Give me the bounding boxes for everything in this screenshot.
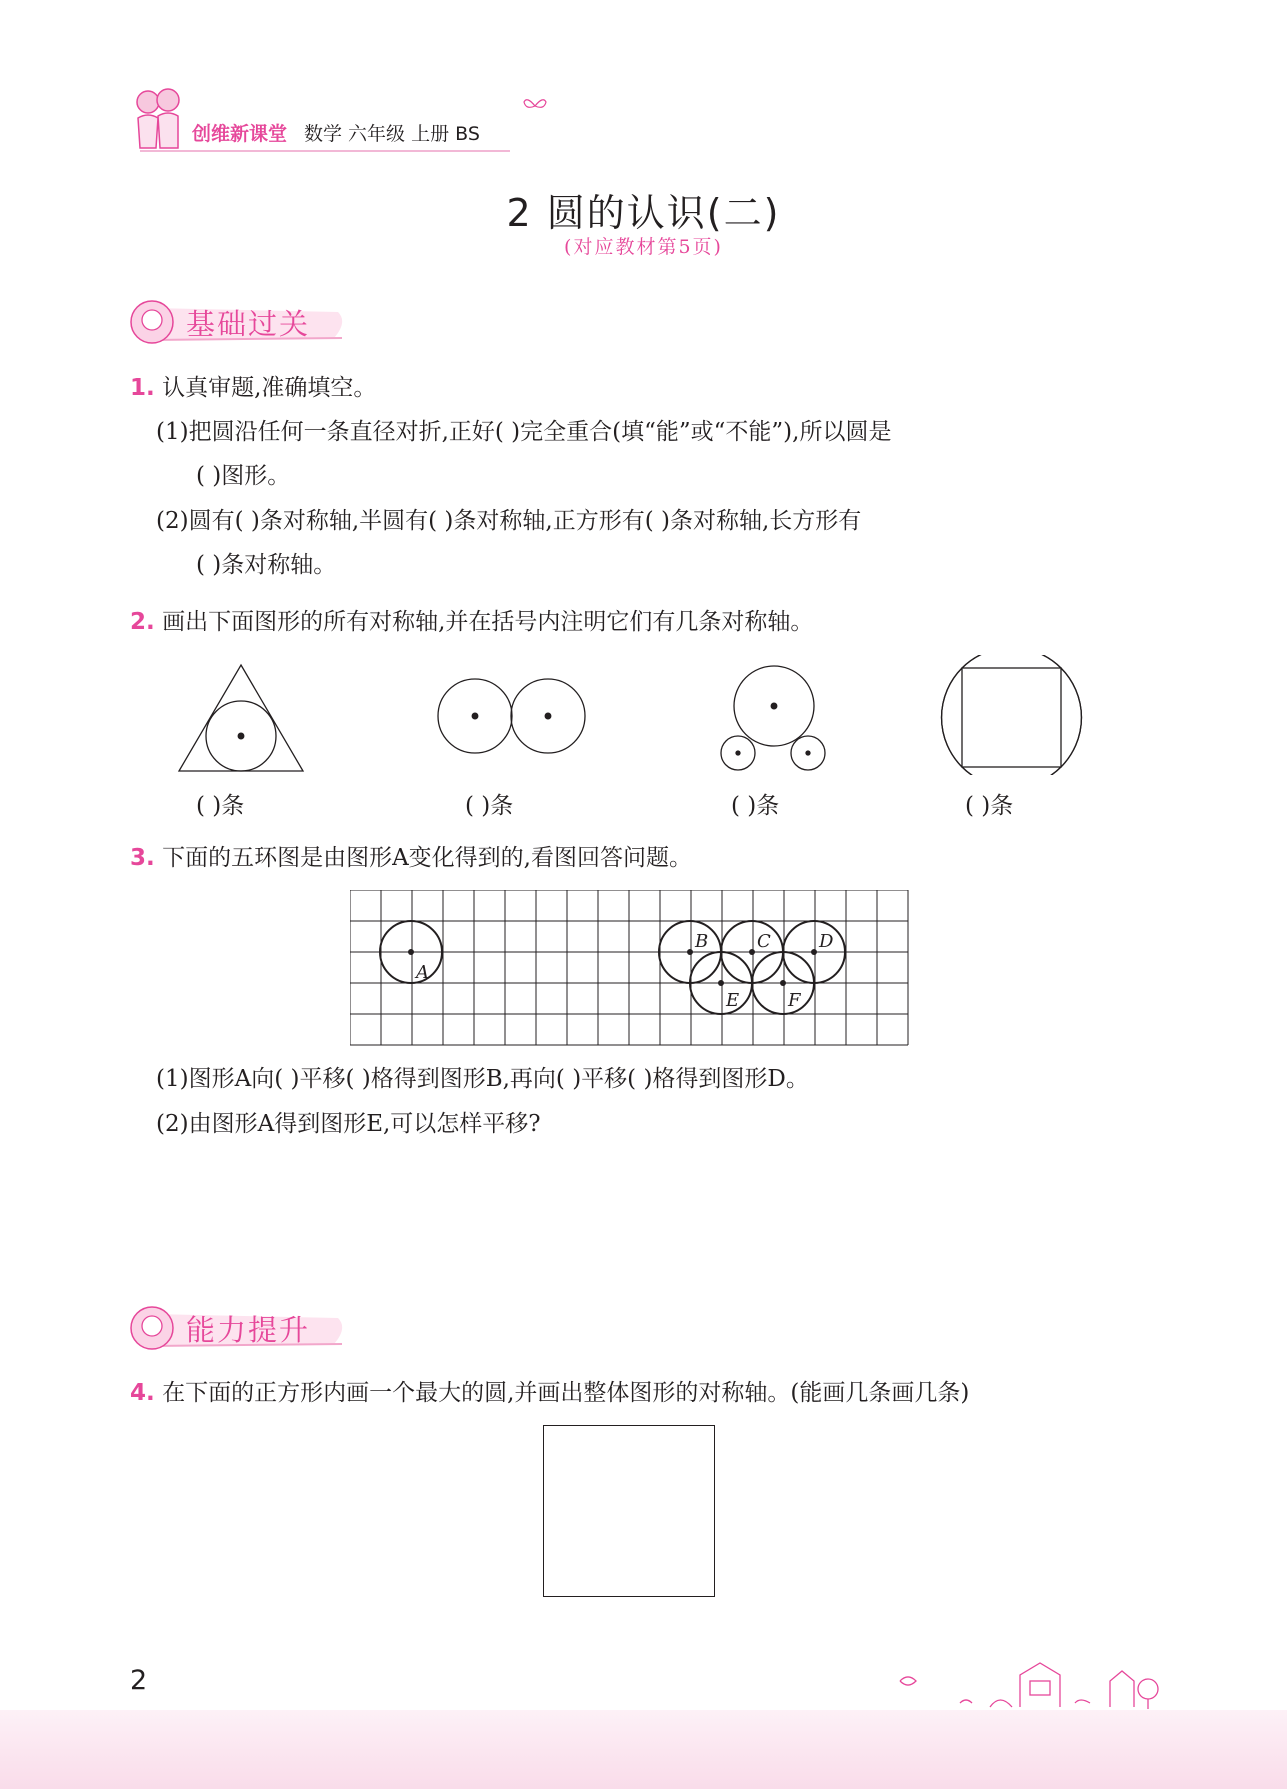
question-2	[130, 607, 813, 637]
question-number: 3.	[130, 845, 155, 871]
book-subject: 数学 六年级 上册 BS	[304, 123, 480, 145]
symmetry-figures	[150, 655, 1130, 775]
q1-part2-line2: ( )条对称轴。	[196, 552, 337, 578]
question-text: 画出下面图形的所有对称轴,并在括号内注明它们有几条对称轴。	[162, 609, 814, 635]
answer-blank-2: ( )条	[465, 793, 514, 819]
q1-part1-line1: (1)把圆沿任何一条直径对折,正好( )完全重合(填“能”或“不能”),所以圆是	[156, 419, 892, 445]
section-header-basic	[128, 298, 348, 346]
section-title-basic: 基础过关	[186, 307, 311, 341]
label-F: F	[788, 990, 801, 1011]
label-A: A	[416, 962, 429, 983]
answer-blank-4: ( )条	[965, 793, 1014, 819]
question-3	[130, 843, 692, 873]
page-subtitle: (对应教材第5页)	[564, 236, 723, 258]
answer-blank-1: ( )条	[196, 793, 245, 819]
q3-part2: (2)由图形A得到图形E,可以怎样平移?	[156, 1111, 541, 1137]
label-E: E	[726, 990, 740, 1011]
label-D: D	[819, 931, 834, 952]
q1-part1-line2: ( )图形。	[196, 463, 291, 489]
question-number: 4.	[130, 1380, 155, 1406]
question-4	[130, 1378, 969, 1408]
q1-part2-line1: (2)圆有( )条对称轴,半圆有( )条对称轴,正方形有( )条对称轴,长方形有	[156, 508, 862, 534]
five-ring-grid	[350, 890, 910, 1050]
kids-logo-icon	[128, 84, 188, 156]
question-text: 认真审题,准确填空。	[162, 375, 377, 401]
header-divider	[140, 150, 510, 152]
figure-square-petals	[942, 655, 1082, 775]
drawing-square[interactable]	[543, 1425, 715, 1597]
question-1	[130, 373, 376, 403]
question-number: 1.	[130, 375, 155, 401]
section-title-advanced: 能力提升	[186, 1313, 311, 1347]
question-number: 2.	[130, 609, 155, 635]
page-title: 2 圆的认识(二)	[506, 191, 781, 235]
butterfly-icon	[522, 96, 548, 116]
footer-band	[0, 1710, 1287, 1789]
brand-name: 创维新课堂	[192, 123, 288, 145]
figure-two-circles	[438, 679, 585, 753]
answer-blank-3: ( )条	[731, 793, 780, 819]
figure-three-circles	[721, 666, 825, 770]
question-text: 在下面的正方形内画一个最大的圆,并画出整体图形的对称轴。(能画几条画几条)	[162, 1380, 970, 1406]
label-C: C	[757, 931, 771, 952]
q3-part1: (1)图形A向( )平移( )格得到图形B,再向( )平移( )格得到图形D。	[156, 1066, 809, 1092]
section-header-advanced	[128, 1304, 348, 1352]
label-B: B	[695, 931, 709, 952]
figure-triangle-circle	[179, 665, 303, 771]
question-text: 下面的五环图是由图形A变化得到的,看图回答问题。	[162, 845, 692, 871]
page-number: 2	[130, 1665, 148, 1696]
castle-decoration-icon	[880, 1645, 1170, 1715]
